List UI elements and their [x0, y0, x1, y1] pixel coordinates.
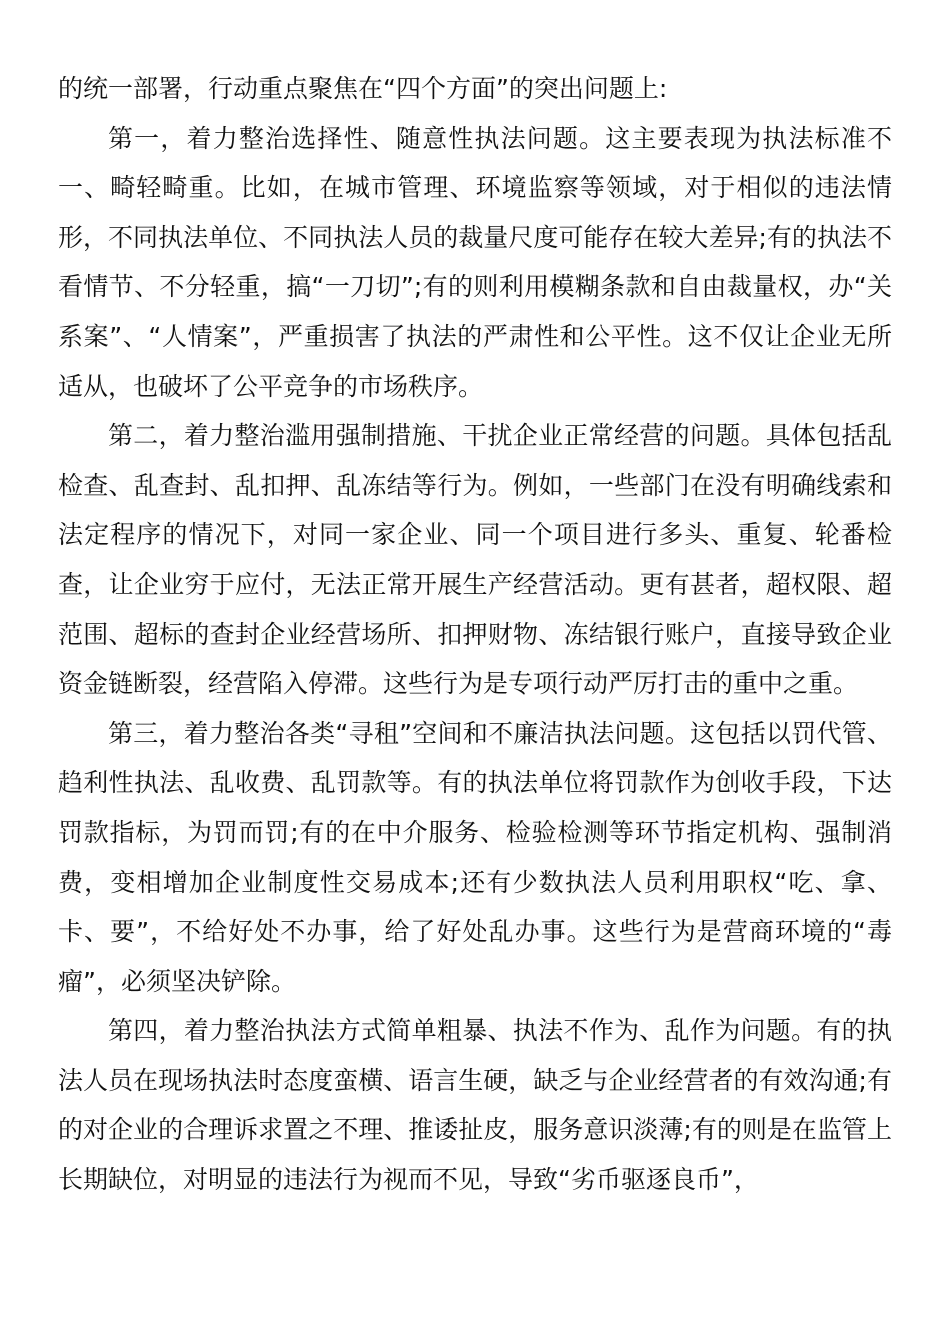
- paragraph-fourth-point: 第四，着力整治执法方式简单粗暴、执法不作为、乱作为问题。有的执法人员在现场执法时态度蛮横、语言生硬，缺乏与企业经营者的有效沟通;有的对企业的合理诉求置之不理、推诿扯皮，服务意识淡薄;有的则是在监管上长期缺位，对明显的违法行为视而不见，导致“劣币驱逐良币”，: [58, 1016, 892, 1195]
- paragraph-third-point: 第三，着力整治各类“寻租”空间和不廉洁执法问题。这包括以罚代管、趋利性执法、乱收费、乱罚款等。有的执法单位将罚款作为创收手段，下达罚款指标，为罚而罚;有的在中介服务、检验检测等环节指定机构、强制消费，变相增加企业制度性交易成本;还有少数执法人员利用职权“吃、拿、卡、要”，不给好处不办事，给了好处乱办事。这些行为是营商环境的“毒瘤”，必须坚决铲除。: [58, 718, 892, 996]
- paragraph-continuation: 的统一部署，行动重点聚焦在“四个方面”的突出问题上:: [58, 74, 668, 103]
- paragraph-second-point: 第二，着力整治滥用强制措施、干扰企业正常经营的问题。具体包括乱检查、乱查封、乱扣押、乱冻结等行为。例如，一些部门在没有明确线索和法定程序的情况下，对同一家企业、同一个项目进行多头、重复、轮番检查，让企业穷于应付，无法正常开展生产经营活动。更有甚者，超权限、超范围、超标的查封企业经营场所、扣押财物、冻结银行账户，直接导致企业资金链断裂，经营陷入停滞。这些行为是专项行动严厉打击的重中之重。: [58, 421, 892, 699]
- paragraph-first-point: 第一，着力整治选择性、随意性执法问题。这主要表现为执法标准不一、畸轻畸重。比如，在城市管理、环境监察等领域，对于相似的违法情形，不同执法单位、不同执法人员的裁量尺度可能存在较大差异;有的执法不看情节、不分轻重，搞“一刀切”;有的则利用模糊条款和自由裁量权，办“关系案”、“人情案”，严重损害了执法的严肃性和公平性。这不仅让企业无所适从，也破坏了公平竞争的市场秩序。: [58, 123, 892, 401]
- document-page: [58, 64, 892, 1205]
